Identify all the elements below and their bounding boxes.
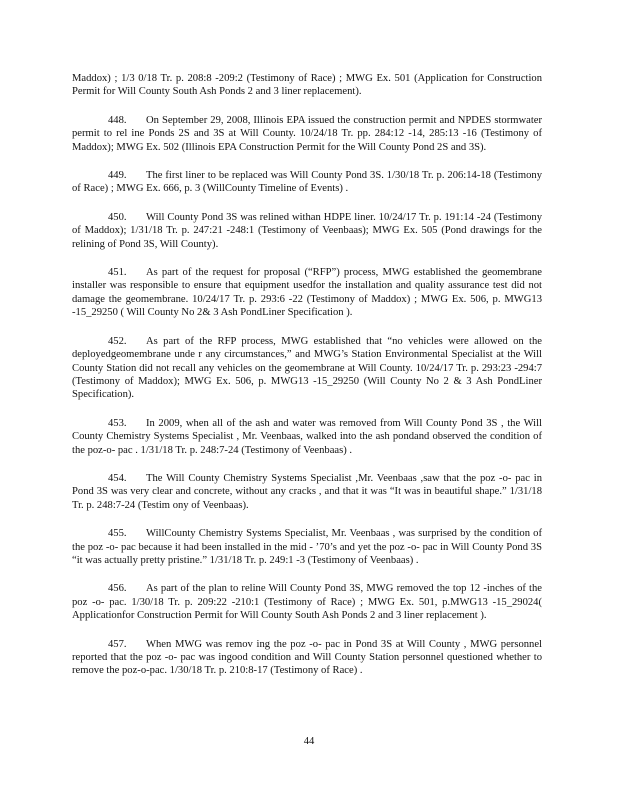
paragraph-452: [72, 335, 542, 402]
paragraph-text: Will County Pond 3S was relined withan HDPE liner. 10/24/17 Tr. p. 191:14 -24 (Testimony of Maddox); 1/31/18 Tr. p. 247:21 -248:1 (Testimony of Veenbaas); MWG Ex. 505 (Pond drawings for the relining of Pond 3S, Will County).: [72, 211, 542, 250]
paragraph-text: As part of the RFP process, MWG established that “no vehicles were allowed on the deployedgeomembrane unde r any circumstances,” and MWG’s Station Environmental Specialist at the Will County Station did not recall any vehicles on the geomembrane at Will County. 10/24/17 Tr. p. 293:23 -294:7 (Testimony of Maddox); MWG Ex. 506, p. MWG13 -15_29250 (Will County No 2 & 3 Ash PondLiner Specification).: [72, 335, 542, 401]
paragraph-449: [72, 169, 542, 196]
paragraph-450: [72, 211, 542, 251]
paragraph-448: [72, 114, 542, 154]
page-number: 44: [303, 736, 315, 747]
paragraph-text: When MWG was remov ing the poz -o- pac in Pond 3S at Will County , MWG personnel reported that the poz -o- pac was ingood condition and Will County Station personnel questioned whether to remove the poz-o-pac. 1/30/18 Tr. p. 210:8-17 (Testimony of Race) .: [72, 638, 542, 677]
paragraph-text: As part of the request for proposal (“RFP”) process, MWG established the geomembrane installer was responsible to ensure that equipment usedfor the installation and quality assurance test did not damage the geomembrane. 10/24/17 Tr. p. 293:6 -22 (Testimony of Maddox) ; MWG Ex. 506, p. MWG13 -15_29250 ( Will County No 2& 3 Ash PondLiner Specification ).: [72, 267, 542, 319]
paragraph-text: On September 29, 2008, Illinois EPA issued the construction permit and NPDES stormwater permit to rel ine Ponds 2S and 3S at Will County. 10/24/18 Tr. pp. 284:12 -14, 285:13 -16 (Testimony of Maddox); MWG Ex. 502 (Illinois EPA Construction Permit for the Will County Pond 2S and 3S).: [72, 114, 542, 153]
paragraph-number: 452.: [108, 335, 127, 347]
paragraph-456: [72, 582, 542, 622]
paragraph-457: [72, 638, 542, 678]
paragraph-number: 450.: [108, 211, 127, 223]
paragraph-text: In 2009, when all of the ash and water was removed from Will County Pond 3S , the Will County Chemistry Systems Specialist , Mr. Veenbaas, walked into the ash pondand observed the condition of the poz-o- pac . 1/31/18 Tr. p. 248:7-24 (Testimony of Veenbaas) .: [72, 417, 542, 456]
paragraph-text: The first liner to be replaced was Will County Pond 3S. 1/30/18 Tr. p. 206:14-18 (Testimony of Race) ; MWG Ex. 666, p. 3 (WillCounty Timeline of Events) .: [72, 170, 542, 195]
paragraph-453: [72, 417, 542, 457]
paragraph-number: 449.: [108, 170, 127, 182]
paragraph-454: [72, 472, 542, 512]
paragraph-text: As part of the plan to reline Will County Pond 3S, MWG removed the top 12 -inches of the poz -o- pac. 1/30/18 Tr. p. 209:22 -210:1 (Testimony of Race) ; MWG Ex. 501, p.MWG13 -15_29024( Applicationfor Construction Permit for Will County South Ash Ponds 2 and 3 liner replacement ).: [72, 583, 542, 622]
continued-paragraph: Maddox) ; 1/3 0/18 Tr. p. 208:8 -209:2 (Testimony of Race) ; MWG Ex. 501 (Application for Construction Permit for Will County South Ash Ponds 2 and 3 liner replacement).: [72, 73, 542, 98]
paragraph-number: 456.: [108, 583, 127, 595]
paragraph-text: The Will County Chemistry Systems Specialist ,Mr. Veenbaas ,saw that the poz -o- pac in Pond 3S was very clear and concrete, without any cracks , and that it was “It was in beautiful shape.” 1/31/18 Tr. p. 248:7-24 (Testim ony of Veenbaas).: [72, 472, 542, 511]
paragraph-451: [72, 266, 542, 320]
paragraph-number: 457.: [108, 638, 127, 650]
paragraph-number: 454.: [108, 472, 127, 484]
document-body: [72, 72, 542, 693]
paragraph-number: 451.: [108, 267, 127, 279]
paragraph-455: [72, 527, 542, 567]
paragraph-text: WillCounty Chemistry Systems Specialist, Mr. Veenbaas , was surprised by the condition of the poz -o- pac because it had been installed in the mid - ’70’s and yet the poz -o- pac in Will County Pond 3S “it was actually pretty pristine.” 1/31/18 Tr. p. 249:1 -3 (Testimony of Veenbaas) .: [72, 528, 542, 566]
paragraph-number: 455.: [108, 528, 127, 540]
paragraph-number: 448.: [108, 114, 127, 126]
paragraph-number: 453.: [108, 417, 127, 429]
